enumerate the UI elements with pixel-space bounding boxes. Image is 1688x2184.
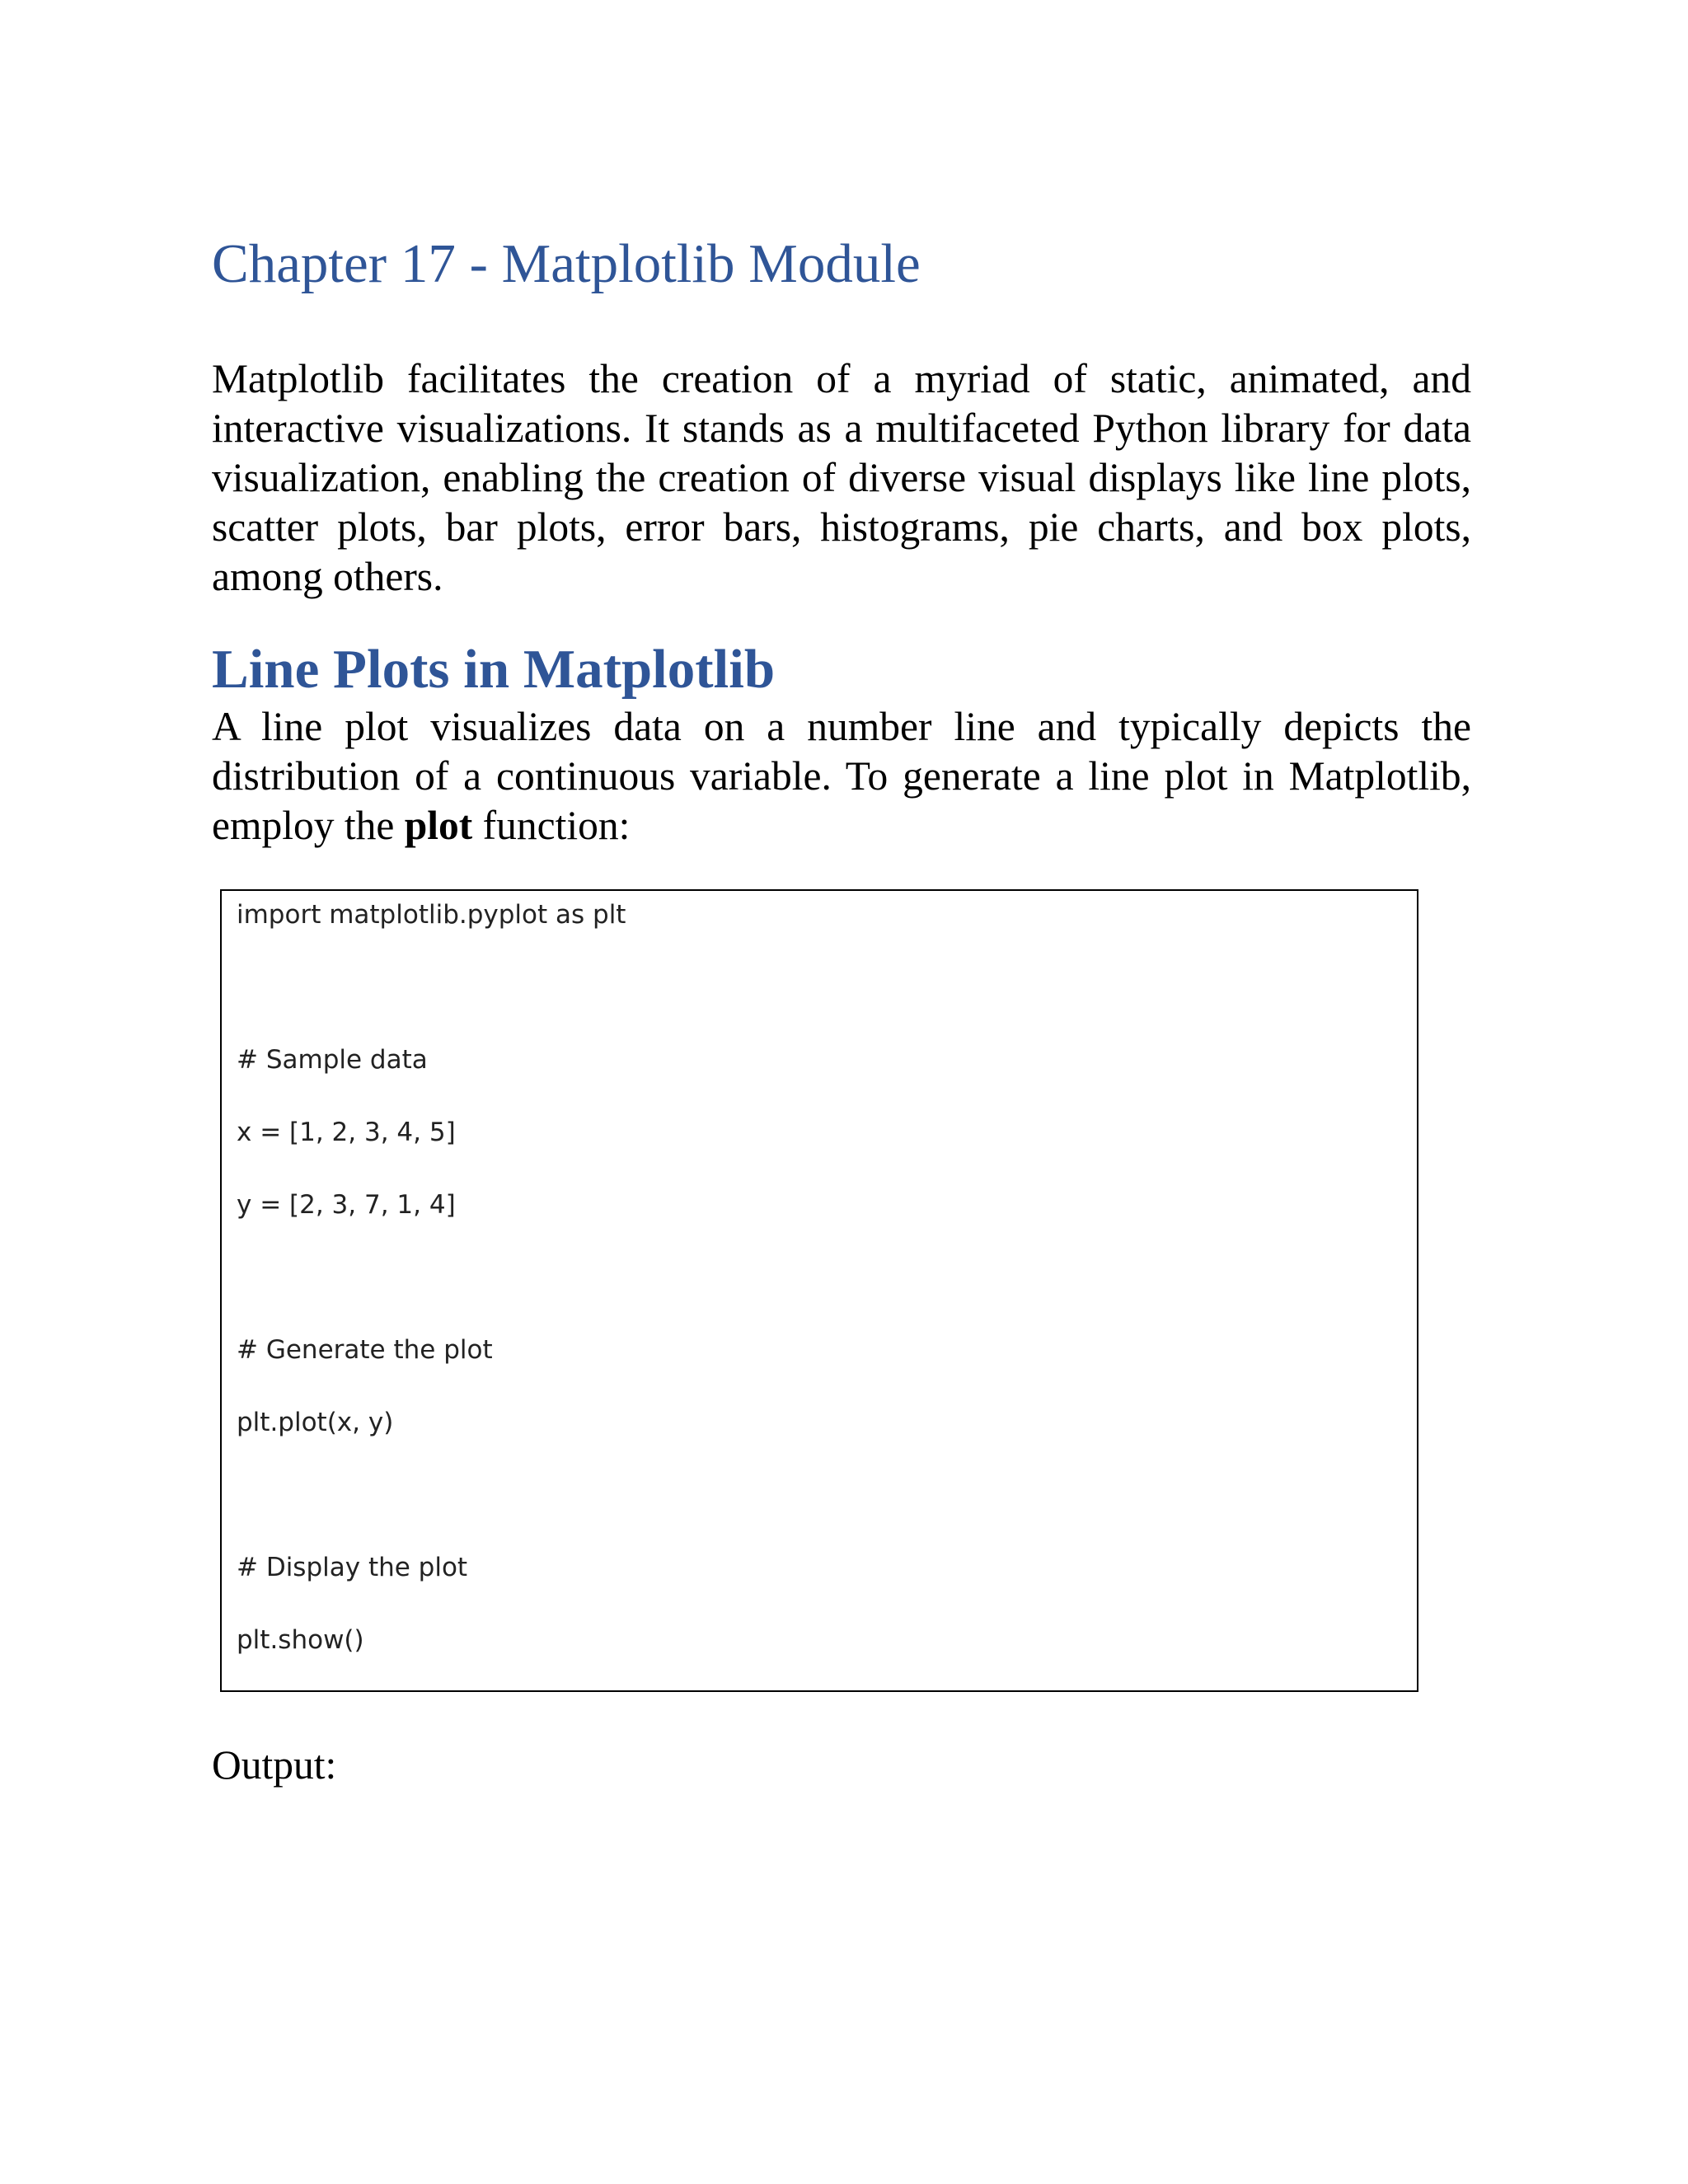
code-block [220, 889, 1418, 1692]
intro-paragraph: Matplotlib facilitates the creation of a myriad of static, animated, and interactive visualizations. It stands as a multifaceted Python library for data visualization, enabling the creation of diverse visual displays like line plots, scatter plots, bar plots, error bars, histograms, pie charts, and box plots, among others. [212, 356, 1471, 599]
code-line: y = [2, 3, 7, 1, 4] [237, 1190, 456, 1220]
code-line: plt.show() [237, 1625, 364, 1655]
code-line: x = [1, 2, 3, 4, 5] [237, 1118, 456, 1147]
code-line: # Display the plot [237, 1553, 468, 1582]
code-line: # Generate the plot [237, 1335, 493, 1365]
section-paragraph-text-end: function: [472, 803, 631, 848]
output-label: Output: [212, 1742, 337, 1788]
section-paragraph [212, 702, 1471, 851]
section-heading: Line Plots in Matplotlib [212, 639, 776, 700]
code-line: import matplotlib.pyplot as plt [237, 900, 626, 930]
chapter-title: Chapter 17 - Matplotlib Module [212, 233, 921, 294]
code-line: plt.plot(x, y) [237, 1408, 394, 1437]
section-paragraph-text: A line plot visualizes data on a number line and typically depicts the distribution of a continuous variable. To generate a line plot in Matplotlib, employ the [212, 704, 1471, 848]
code-line: # Sample data [237, 1045, 428, 1075]
plot-function-name: plot [404, 803, 473, 848]
